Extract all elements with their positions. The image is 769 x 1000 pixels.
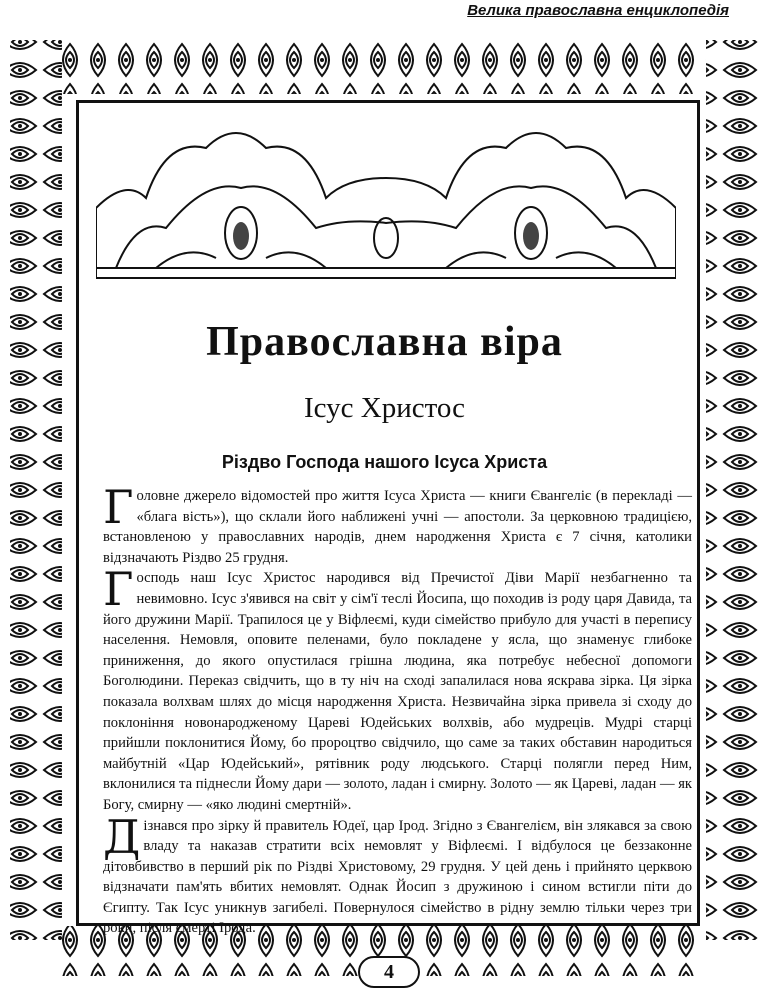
subsection-heading: Різдво Господа нашого Ісуса Христа bbox=[221, 452, 548, 472]
drop-cap: Г bbox=[103, 562, 134, 617]
paragraph-text: оловне джерело відомостей про життя Ісуса Христа — книги Євангеліє (в перекладі — «блага вість»), що склали його наближені учні — апостоли. За церковною традицією, встановленою у православних народів, днем народження Христа є 7 січня, католики відзначають Різдво 25 грудня. bbox=[103, 488, 692, 566]
arabesque-ornament-band bbox=[96, 118, 676, 290]
paragraph bbox=[103, 562, 692, 815]
section-title: Ісус Христос bbox=[304, 392, 465, 424]
paragraph-text: осподь наш Ісус Христос народився від Пречистої Діви Марії незбагненно та невимовно. Ісус з'явився на світ у сім'ї теслі Йосипа, що походив із роду царя Давида, та його дружини Марії. Трапилося це у Віфлеємі, куди сімейство прибуло для участі в перепису населення. Немовля, оповите пеленами, було покладене у ясла, що знаменує глибоке приниження, до якого опустилася грішна людина, яка потребує небесної допомоги Боголюдини. Переказ свідчить, що в ту ніч на сході запалилася нова яскрава зірка. Ця зірка показала волхвам шлях до місця народження Христа. Незвичайна зірка привела зі сходу до поклоніння новонародженому Цареві Юдейських волхвів, або мудреців. Мудрі старці прийшли поклонитися Йому, бо пророцтво свідчило, що саме за таких обставин народиться майбутній «Цар Юдейський», рятівник роду людського. Старці полягли перед Ним, вклонилися та піднесли Йому дари — золото, ладан і смирну. Золото — як Цареві, ладан — як Богу, смирну — «яко людині смертній». bbox=[103, 570, 692, 813]
body-text bbox=[103, 480, 692, 939]
paragraph bbox=[103, 480, 692, 568]
drop-cap: Г bbox=[103, 480, 134, 534]
paragraph bbox=[103, 809, 692, 940]
paragraph-text: ізнався про зірку й правитель Юдеї, цар Ірод. Згідно з Євангелієм, він злякався за свою владу та наказав стратити всіх немовлят у Віфлеємі. І відбулося це беззаконне дітовбивство в перший рік по Різдві Христовому, 29 грудня. У цей день і прийнято церквою відзначати пам'ять вбитих немовлят. Однак Йосип з дружиною і сином встигли піти до Єгипту. Так Ісус уникнув загибелі. Повернулося сімейство в рідну землю тільки через три роки, після смерті Ірода. bbox=[103, 817, 692, 937]
page-title: Православна віра bbox=[206, 319, 563, 365]
running-header: Велика православна енциклопедія bbox=[467, 2, 729, 19]
drop-cap: Д bbox=[103, 809, 141, 864]
page-number: 4 bbox=[358, 956, 420, 988]
